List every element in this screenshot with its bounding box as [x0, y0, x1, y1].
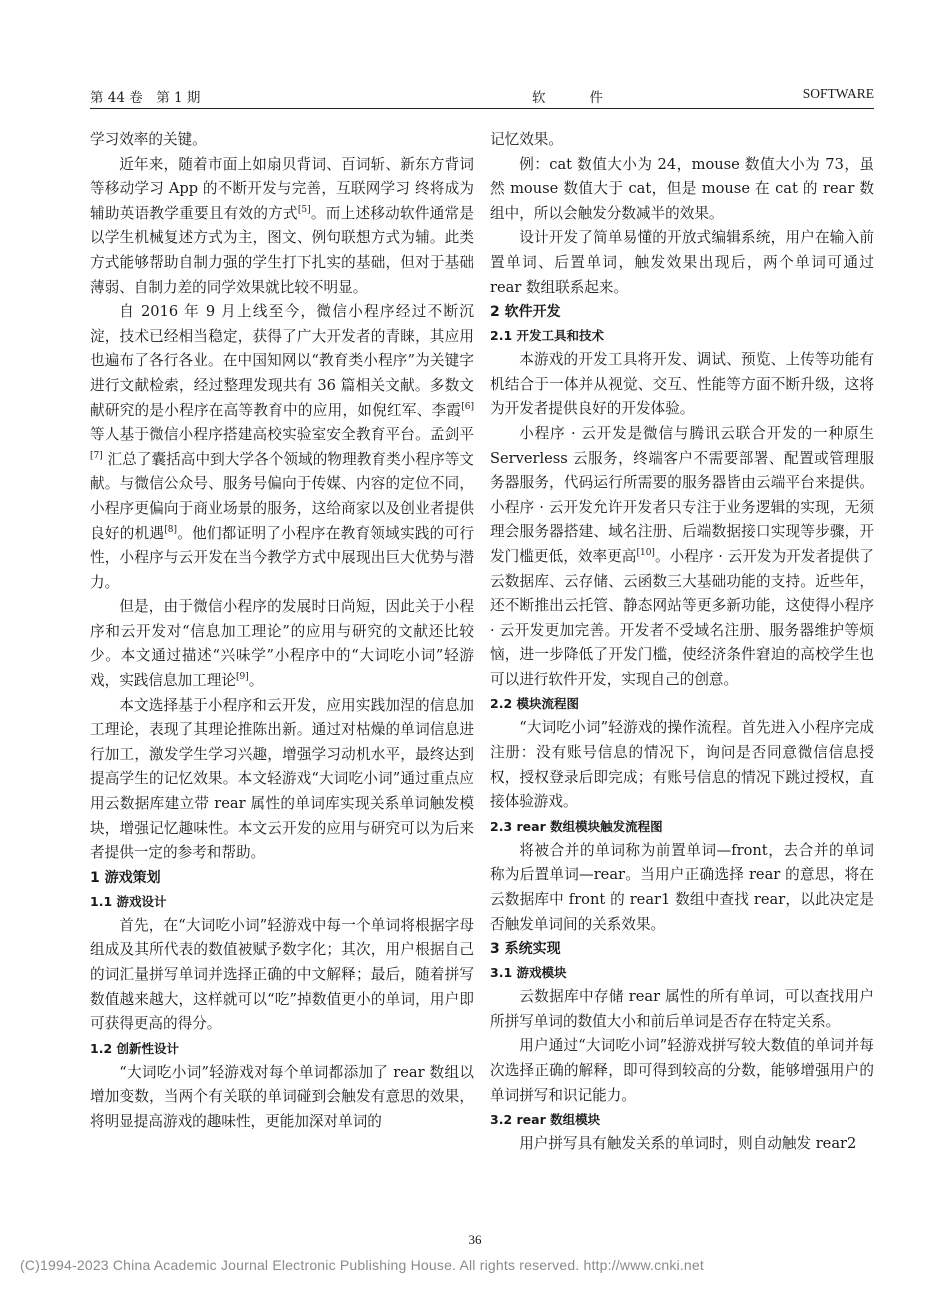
paragraph: [90, 595, 474, 693]
citation: [7]: [90, 450, 103, 461]
section-heading: 3 系统实现: [490, 941, 561, 958]
journal-title: 软件: [532, 90, 647, 106]
left-column: [90, 128, 474, 1135]
subsection-heading: 3.1 游戏模块: [490, 965, 567, 981]
running-header: [90, 86, 874, 108]
page-number: 36: [468, 1232, 482, 1247]
paragraph: 本文选择基于小程序和云开发，应用实践加涅的信息加工理论，表现了其理论推陈出新。通过对枯燥的单词信息进行加工，激发学生学习兴趣，增强学习动机水平，最终达到提高学生的记忆效果。本文轻游戏“大词吃小词”通过重点应用云数据库建立带 rear 属性的单词库实现关系单词触发模块，增强记忆趣味性。本文云开发的应用与研究可以为后来者提供一定的参考和帮助。: [90, 696, 474, 862]
paragraph-text: 。他们都证明了小程序在教育领域实践的可行性，小程序与云开发在当今教学方式中展现出巨大优势与潜力。: [90, 524, 474, 591]
section-heading: 2 软件开发: [490, 304, 561, 321]
paragraph: “大词吃小词”轻游戏的操作流程。首先进入小程序完成注册：没有账号信息的情况下，询问是否同意微信信息授权，授权登录后即完成；有账号信息的情况下跳过授权，直接体验游戏。: [490, 719, 874, 811]
citation: [8]: [164, 524, 177, 535]
paragraph: 本游戏的开发工具将开发、调试、预览、上传等功能有机结合于一体并从视觉、交互、性能等方面不断升级，这将为开发者提供良好的开发体验。: [490, 351, 874, 418]
paragraph-text: 等人基于微信小程序搭建高校实验室安全教育平台。孟剑平: [90, 426, 474, 444]
subsection-heading: 2.2 模块流程图: [490, 696, 579, 712]
paragraph: 将被合并的单词称为前置单词—front，去合并的单词称为后置单词—rear。当用户正确选择 rear 的意思，将在云数据库中 front 的 rear1 数组中查找 rear，以此决定是否触发单词间的关系效果。: [490, 841, 874, 933]
volume-issue: 第 44 卷 第 1 期: [90, 90, 201, 106]
section-heading: 1 游戏策划: [90, 869, 161, 886]
paragraph: 云数据库中存储 rear 属性的所有单词，可以查找用户所拼写单词的数值大小和前后单词是否存在特定关系。: [490, 988, 874, 1030]
subsection-heading: 1.2 创新性设计: [90, 1040, 179, 1056]
paragraph-text: 。小程序 · 云开发为开发者提供了云数据库、云存储、云函数三大基础功能的支持。近些年，还不断推出云托管、静态网站等更多新功能，这使得小程序 · 云开发更加完善。开发者不受域名注册、服务器维护等烦恼，进一步降低了开发门槛，使经济条件窘迫的高校学生也可以进行软件开发，实现自己的创意。: [490, 547, 874, 688]
paragraph-text: 近年来，随着市面上如扇贝背词、百词斩、新东方背词等移动学习 App 的不断开发与完善，互联网学习 终将成为辅助英语教学重要且有效的方式: [90, 155, 474, 222]
subsection-heading: 1.1 游戏设计: [90, 893, 167, 909]
paragraph-text: 小程序 · 云开发是微信与腾讯云联合开发的一种原生 Serverless 云服务，终端客户不需要部署、配置或管理服务器服务，代码运行所需要的服务器皆由云端平台来提供。小程序 · 云开发允许开发者只专注于业务逻辑的实现，无须理会服务器搭建、域名注册、后端数据接口实现等步骤，开发门槛更低，效率更高: [490, 424, 874, 565]
paragraph-text: 但是，由于微信小程序的发展时日尚短，因此关于小程序和云开发对“信息加工理论”的应用与研究的文献还比较少。本文通过描述“兴味学”小程序中的“大词吃小词”轻游戏，实践信息加工理论: [90, 598, 474, 690]
paragraph-text: 汇总了囊括高中到大学各个领域的物理教育类小程序等文献。与微信公众号、服务号偏向于传媒、内容的定位不同，小程序更偏向于商业场景的服务，这给商家以及创业者提供良好的机遇: [90, 450, 474, 542]
paragraph: 设计开发了简单易懂的开放式编辑系统，用户在输入前置单词、后置单词，触发效果出现后，两个单词可通过 rear 数组联系起来。: [490, 229, 874, 296]
citation: [10]: [636, 547, 655, 558]
paragraph: 用户通过“大词吃小词”轻游戏拼写较大数值的单词并每次选择正确的解释，即可得到较高的分数，能够增强用户的单词拼写和识记能力。: [490, 1037, 874, 1104]
paragraph: 用户拼写具有触发关系的单词时，则自动触发 rear2: [519, 1135, 857, 1153]
subsection-heading: 2.3 rear 数组模块触发流程图: [490, 818, 663, 834]
paragraph: 记忆效果。: [490, 131, 563, 148]
paragraph-text: 。而上述移动软件通常是以学生机械复述方式为主，图文、例句联想方式为辅。此类方式能够帮助自制力强的学生打下扎实的基础，但对于基础薄弱、自制力差的同学效果就比较不明显。: [90, 204, 474, 296]
right-column: [490, 128, 874, 1157]
paragraph: “大词吃小词”轻游戏对每个单词都添加了 rear 数组以增加变数，当两个有关联的单词碰到会触发有意思的效果，将明显提高游戏的趣味性，更能加深对单词的: [90, 1063, 474, 1130]
citation: [6]: [461, 401, 474, 412]
subsection-heading: 2.1 开发工具和技术: [490, 328, 604, 344]
paragraph: [90, 153, 474, 301]
paragraph-text: 。: [248, 672, 264, 690]
paragraph: 首先，在“大词吃小词”轻游戏中每一个单词将根据字母组成及其所代表的数值被赋予数字化；其次，用户根据自己的词汇量拼写单词并选择正确的中文解释；最后，随着拼写数值越来越大，这样就可以“吃”掉数值更小的单词，用户即可获得更高的得分。: [90, 916, 474, 1033]
paragraph: [90, 300, 474, 595]
citation: [9]: [235, 672, 249, 683]
subsection-heading: 3.2 rear 数组模块: [490, 1112, 601, 1128]
citation: [5]: [297, 204, 311, 215]
journal-title-en: SOFTWARE: [802, 86, 874, 101]
paragraph: 例：cat 数值大小为 24，mouse 数值大小为 73，虽然 mouse 数值大于 cat，但是 mouse 在 cat 的 rear 数组中，所以会触发分数减半的效果。: [490, 155, 874, 222]
copyright-notice: (C)1994-2023 China Academic Journal Electronic Publishing House. All rights reserved. http://www.cnki.net: [20, 1257, 704, 1273]
header-divider: [90, 108, 874, 109]
paragraph: [490, 422, 874, 693]
paragraph-text: 自 2016 年 9 月上线至今，微信小程序经过不断沉淀，技术已经相当稳定，获得了广大开发者的青睐，其应用也遍布了各行各业。在中国知网以“教育类小程序”为关键字进行文献检索，经过整理发现共有 36 篇相关文献。多数文献研究的是小程序在高等教育中的应用，如倪红军、李霞: [90, 303, 474, 419]
paragraph: 学习效率的关键。: [90, 131, 207, 148]
